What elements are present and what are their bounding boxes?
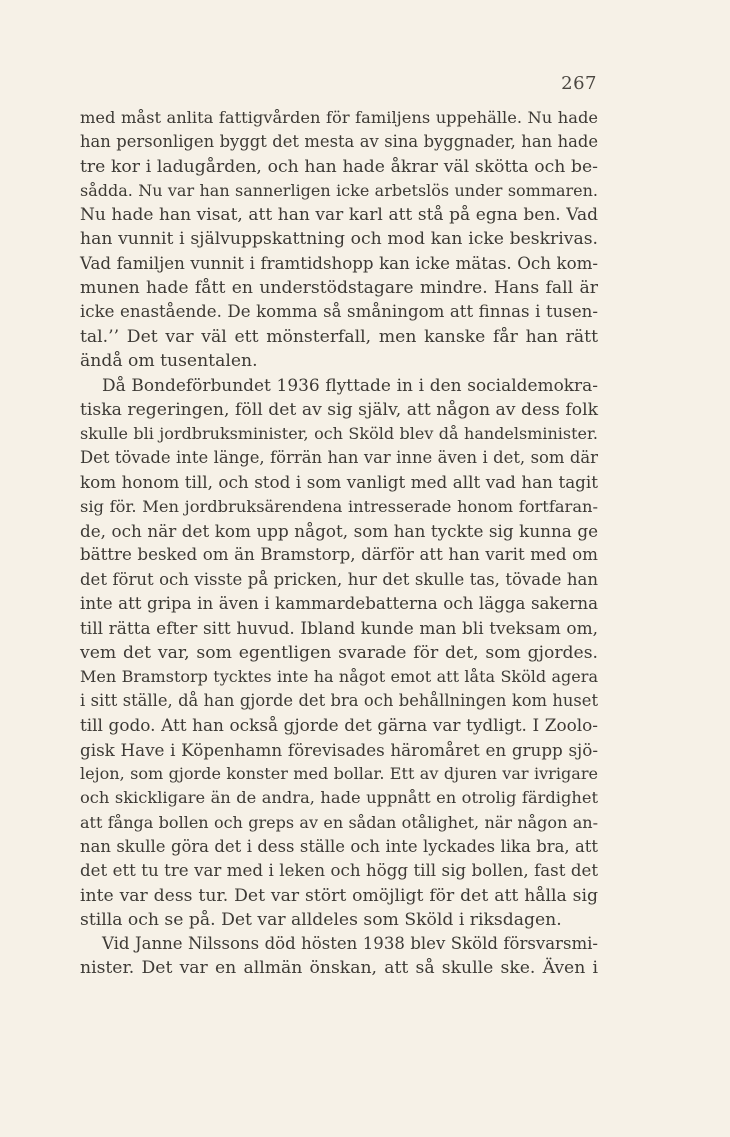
text-line: tre kor i ladugården, och han hade åkrar väl skötta och be- xyxy=(80,156,598,177)
page-number: 267 xyxy=(561,73,597,94)
text-line: bättre besked om än Bramstorp, därför att han varit med om xyxy=(80,545,598,565)
text-line: tiska regeringen, föll det av sig själv, att någon av dess folk xyxy=(80,399,598,420)
text-line: sådda. Nu var han sannerligen icke arbetslös under sommaren. xyxy=(80,180,598,200)
text-line: inte att gripa in även i kammardebatterna och lägga sakerna xyxy=(80,593,598,613)
text-line: Nu hade han visat, att han var karl att stå på egna ben. Vad xyxy=(80,205,598,226)
text-line: Det tövade inte länge, förrän han var inne även i det, som där xyxy=(80,448,598,468)
text-line: det förut och visste på pricken, hur det skulle tas, tövade han xyxy=(80,569,598,589)
text-line: han personligen byggt det mesta av sina byggnader, han hade xyxy=(80,132,598,152)
text-line: och skickligare än de andra, hade uppnått en otrolig färdighet xyxy=(80,788,598,808)
text-line: sig för. Men jordbruksärendena intresserade honom fortfaran- xyxy=(80,496,598,516)
body-text xyxy=(80,106,598,981)
text-line: Vad familjen vunnit i framtidshopp kan icke mätas. Och kom- xyxy=(80,253,598,273)
text-line: det ett tu tre var med i leken och högg till sig bollen, fast det xyxy=(80,861,598,881)
text-line: till rätta efter sitt huvud. Ibland kunde man bli tveksam om, xyxy=(80,618,598,639)
text-line: kom honom till, och stod i som vanligt med allt vad han tagit xyxy=(80,472,598,493)
text-line: lejon, som gjorde konster med bollar. Ett av djuren var ivrigare xyxy=(80,764,598,784)
text-line: skulle bli jordbruksminister, och Sköld blev då handelsminister. xyxy=(80,423,598,443)
text-line: de, och när det kom upp något, som han tyckte sig kunna ge xyxy=(80,521,598,542)
text-line: Vid Janne Nilssons död hösten 1938 blev Sköld försvarsmi- xyxy=(102,934,598,954)
text-line: tal.’’ Det var väl ett mönsterfall, men kanske får han rätt xyxy=(80,326,598,347)
text-line: munen hade fått en understödstagare mindre. Hans fall är xyxy=(80,278,598,299)
text-line: i sitt ställe, då han gjorde det bra och behållningen kom huset xyxy=(80,691,598,711)
text-line: nister. Det var en allmän önskan, att så skulle ske. Även i xyxy=(80,958,598,979)
text-line: gisk Have i Köpenhamn förevisades häromåret en grupp sjö- xyxy=(80,739,598,760)
text-line: med måst anlita fattigvården för familjens uppehälle. Nu hade xyxy=(80,108,598,127)
text-line: inte var dess tur. Det var stört omöjligt för det att hålla sig xyxy=(80,885,598,906)
text-line: Då Bondeförbundet 1936 flyttade in i den socialdemokra- xyxy=(102,375,598,396)
text-line: icke enastående. De komma så småningom att finnas i tusen- xyxy=(80,302,598,322)
text-line: nan skulle göra det i dess ställe och inte lyckades lika bra, att xyxy=(80,836,598,856)
text-line: stilla och se på. Det var alldeles som Sköld i riksdagen. xyxy=(80,909,562,930)
text-line: att fånga bollen och greps av en sådan otålighet, när någon an- xyxy=(80,812,598,832)
text-line: Men Bramstorp tycktes inte ha något emot att låta Sköld agera xyxy=(80,666,598,686)
text-line: ändå om tusentalen. xyxy=(80,350,258,371)
text-line: vem det var, som egentligen svarade för det, som gjordes. xyxy=(80,642,598,663)
text-line: till godo. Att han också gjorde det gärna var tydligt. I Zoolo- xyxy=(80,715,598,736)
text-line: han vunnit i självuppskattning och mod kan icke beskrivas. xyxy=(80,229,598,250)
